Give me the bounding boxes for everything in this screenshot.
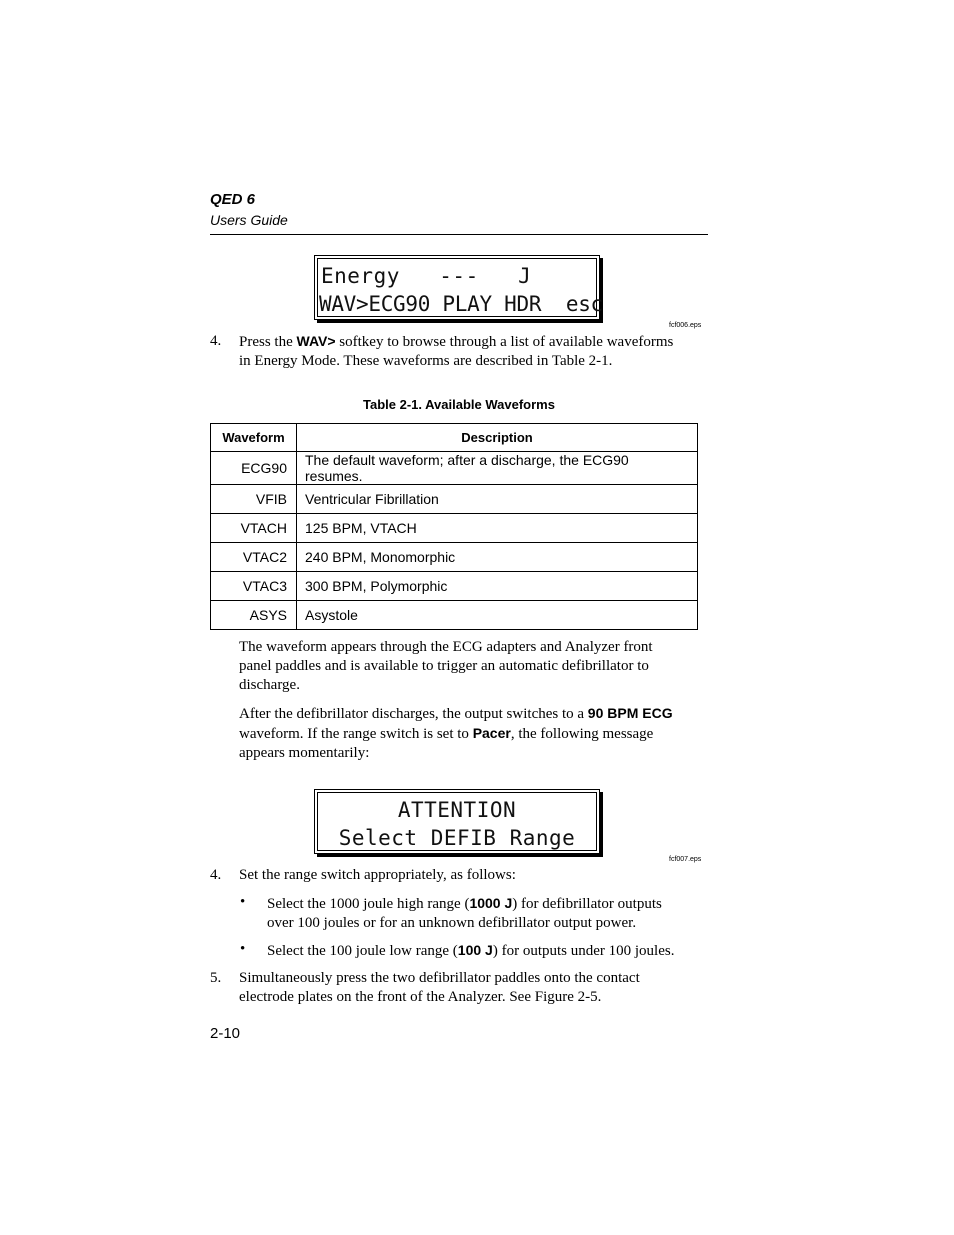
- cell-waveform: VTAC2: [211, 543, 297, 572]
- paragraph-line: The waveform appears through the ECG adapters and Analyzer front: [239, 639, 653, 655]
- paragraph-after-discharge: [239, 704, 709, 763]
- cell-description: 125 BPM, VTACH: [297, 514, 698, 543]
- bullet-text: ) for defibrillator outputs: [512, 896, 662, 912]
- step-text: [239, 969, 709, 1007]
- figure-id-label: fcf006.eps: [669, 322, 702, 329]
- cell-waveform: VTACH: [211, 514, 297, 543]
- table-caption: Table 2-1. Available Waveforms: [363, 397, 555, 412]
- table-row: [211, 572, 698, 601]
- figure-id-label: fcf007.eps: [669, 856, 702, 863]
- bullet-text: Select the 100 joule low range (: [267, 943, 458, 959]
- softkey-wav: WAV>: [296, 333, 336, 349]
- cell-description: 300 BPM, Polymorphic: [297, 572, 698, 601]
- keyword-1000j: 1000 J: [469, 895, 513, 911]
- bullet-text: over 100 joules or for an unknown defibrillator output power.: [267, 915, 637, 931]
- table-row: [211, 452, 698, 485]
- page-number: 2-10: [210, 1025, 241, 1042]
- step-text: [239, 332, 709, 371]
- step-number: 4.: [210, 333, 222, 349]
- table-header-row: [211, 424, 698, 452]
- step-number: 5.: [210, 970, 222, 986]
- step-text-line2: in Energy Mode. These waveforms are described in Table 2-1.: [239, 353, 613, 369]
- step-text-pre: Press the: [239, 334, 297, 350]
- waveform-table: [210, 423, 698, 630]
- cell-description: 240 BPM, Monomorphic: [297, 543, 698, 572]
- step-text-line: electrode plates on the front of the Analyzer. See Figure 2-5.: [239, 989, 602, 1005]
- lcd-line-1: ATTENTION: [397, 798, 517, 822]
- cell-description: Asystole: [297, 601, 698, 630]
- bullet-marker: •: [240, 941, 246, 957]
- paragraph-text: , the following message: [510, 726, 654, 742]
- cell-description: The default waveform; after a discharge, the ECG90 resumes.: [297, 452, 698, 485]
- cell-waveform: ECG90: [211, 452, 297, 485]
- cell-waveform: ASYS: [211, 601, 297, 630]
- column-header-description: Description: [297, 424, 698, 452]
- table-row: [211, 601, 698, 630]
- paragraph-line: panel paddles and is available to trigger an automatic defibrillator to: [239, 658, 649, 674]
- lcd-line-1: Energy --- J: [321, 264, 532, 288]
- column-header-waveform: Waveform: [211, 424, 297, 452]
- paragraph-text: waveform. If the range switch is set to: [239, 726, 473, 742]
- header-rule: [210, 234, 708, 235]
- lcd-line-2: Select DEFIB Range: [338, 826, 576, 850]
- step-text-line: Simultaneously press the two defibrillator paddles onto the contact: [239, 970, 640, 986]
- cell-description: Ventricular Fibrillation: [297, 485, 698, 514]
- paragraph-text: After the defibrillator discharges, the output switches to a: [239, 706, 588, 722]
- paragraph-text: appears momentarily:: [239, 745, 370, 761]
- step-text-post: softkey to browse through a list of available waveforms: [335, 334, 674, 350]
- cell-waveform: VTAC3: [211, 572, 297, 601]
- lcd-display-attention: [314, 789, 600, 854]
- lcd-line-2: WAV>ECG90 PLAY HDR esc: [319, 292, 603, 316]
- step-number: 4.: [210, 867, 222, 883]
- step-text: Set the range switch appropriately, as follows:: [239, 867, 516, 883]
- bullet-item-high-range: [267, 894, 712, 933]
- keyword-pacer: Pacer: [472, 725, 511, 741]
- bullet-text: ) for outputs under 100 joules.: [492, 943, 675, 959]
- lcd-display-energy: [314, 255, 603, 320]
- keyword-90bpm-ecg: 90 BPM ECG: [587, 705, 673, 721]
- bullet-item-low-range: [267, 941, 712, 961]
- bullet-marker: •: [240, 894, 246, 910]
- table-row: [211, 485, 698, 514]
- document-subtitle: Users Guide: [210, 212, 288, 228]
- document-title: QED 6: [210, 191, 256, 208]
- paragraph-line: discharge.: [239, 677, 300, 693]
- table-row: [211, 514, 698, 543]
- cell-waveform: VFIB: [211, 485, 297, 514]
- bullet-text: Select the 1000 joule high range (: [267, 896, 470, 912]
- paragraph-waveform-output: [239, 638, 709, 695]
- table-row: [211, 543, 698, 572]
- keyword-100j: 100 J: [457, 942, 493, 958]
